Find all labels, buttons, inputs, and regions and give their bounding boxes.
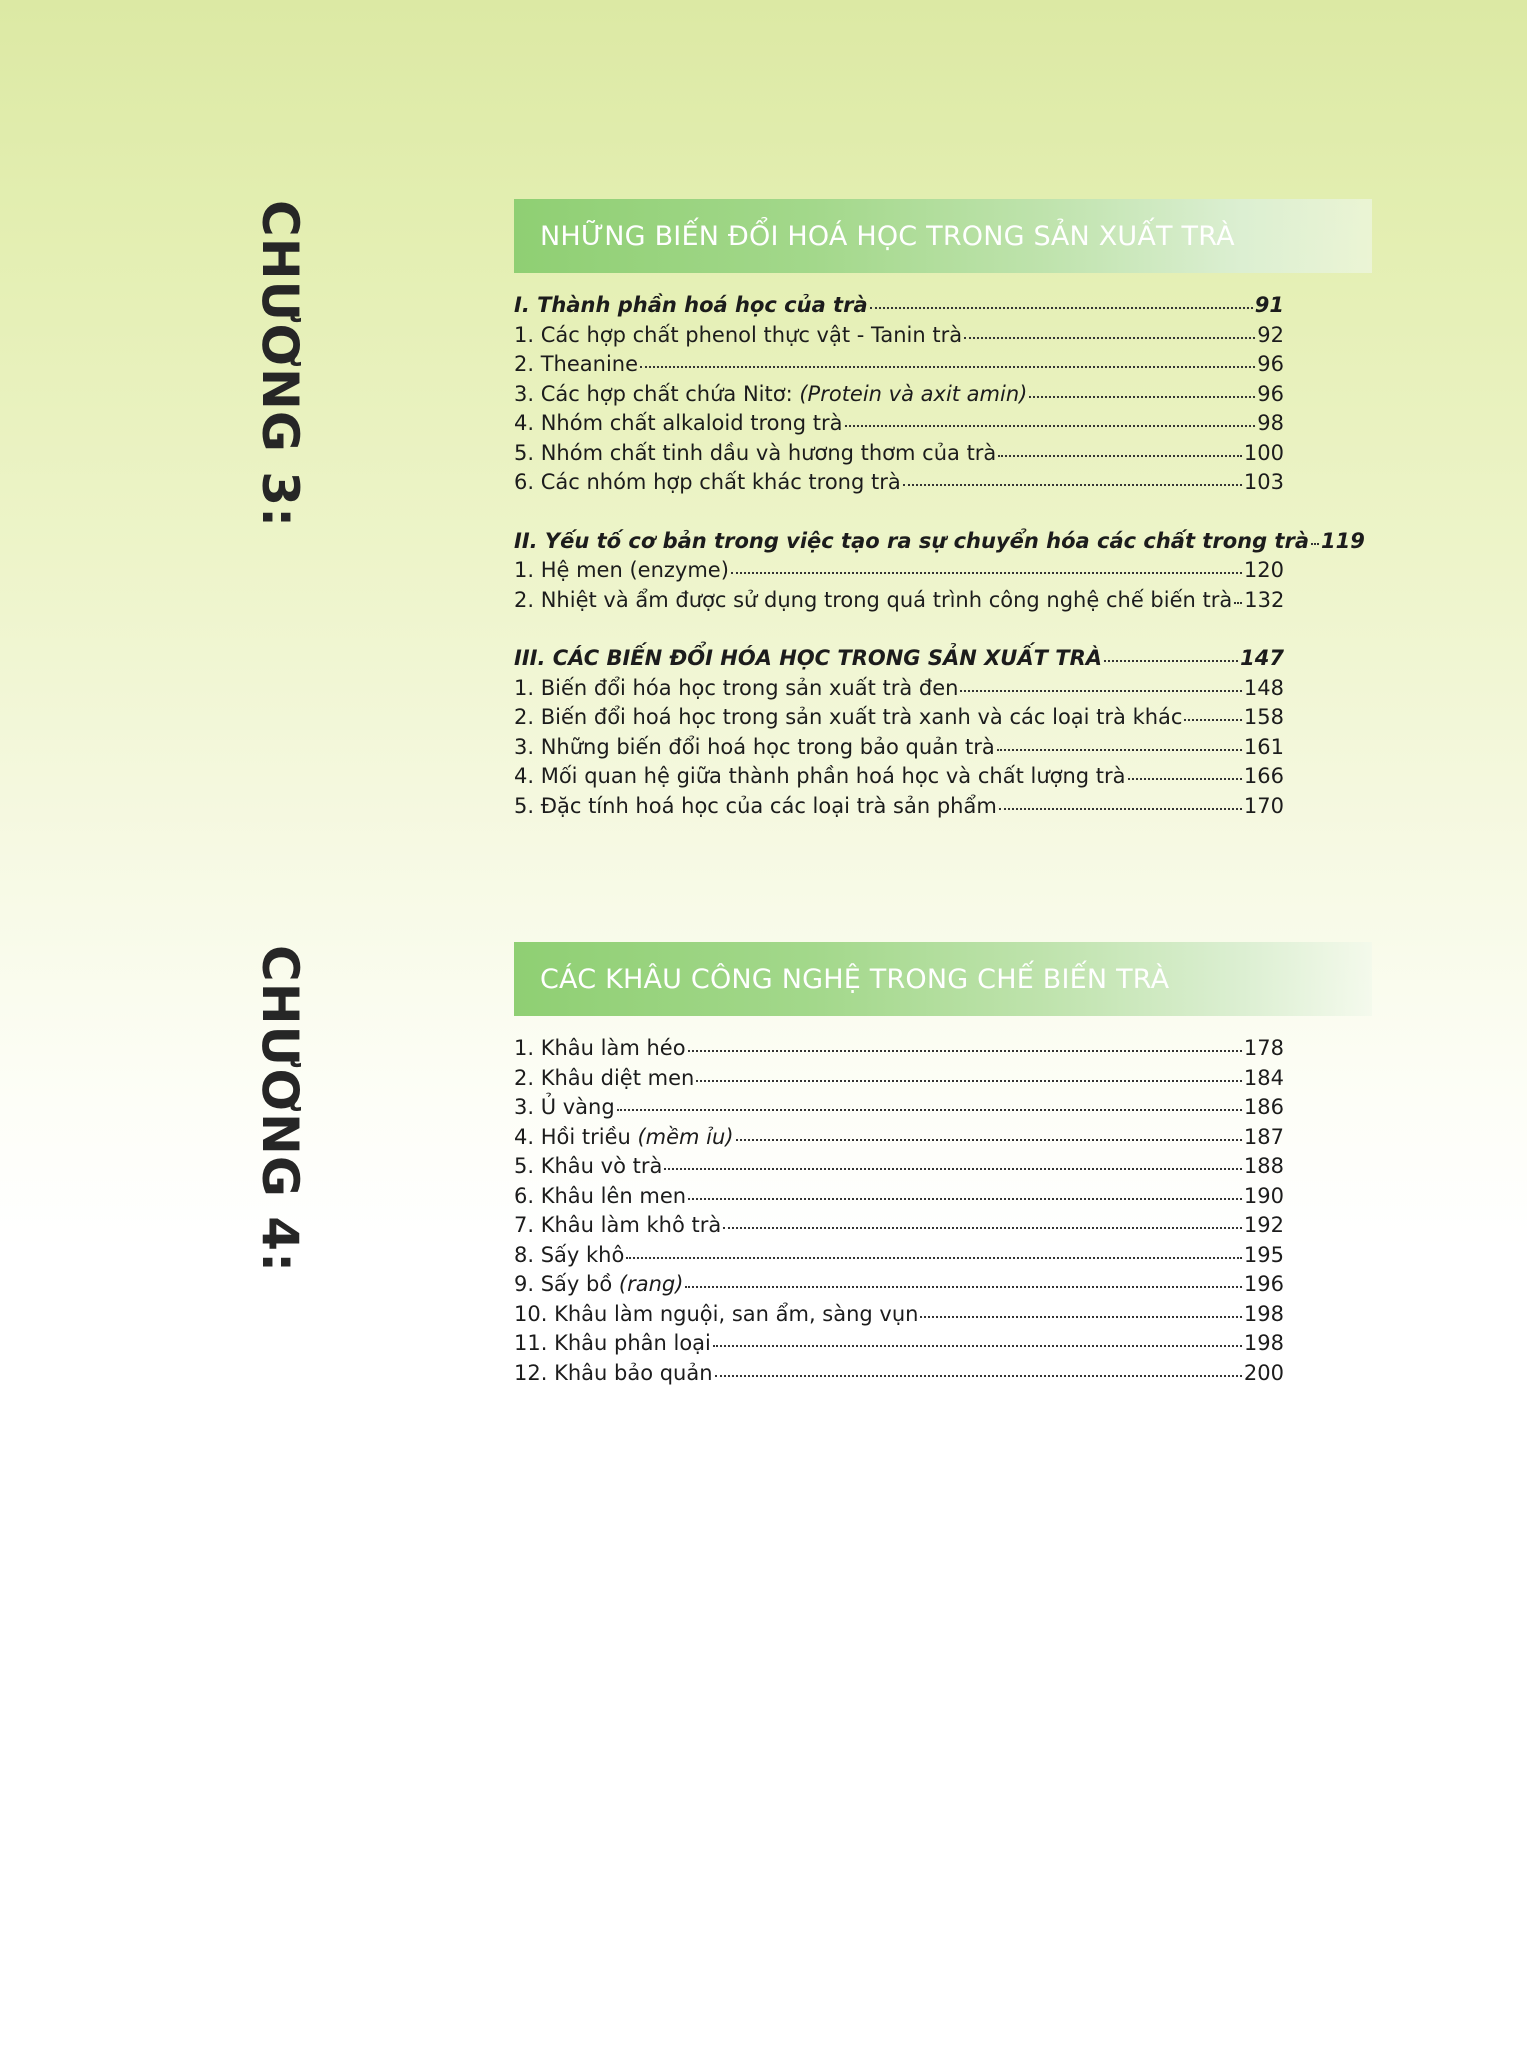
dot-leader [845, 425, 1256, 427]
toc-page-number: 132 [1244, 587, 1285, 612]
toc-entry [514, 794, 1284, 824]
toc-entry-title [514, 1125, 734, 1149]
toc-entry-title-text: 7. Khâu làm khô trà [514, 1213, 722, 1237]
dot-leader [999, 808, 1242, 810]
toc-entry-title [514, 588, 1232, 612]
toc-entry-title [514, 764, 1126, 788]
toc-page-number: 166 [1243, 764, 1284, 788]
toc-entry-title-italic: (Protein và axit amin) [799, 381, 1028, 406]
chapter-3-title: NHỮNG BIẾN ĐỔI HOÁ HỌC TRONG SẢN XUẤT TRÀ [540, 220, 1235, 252]
toc-page-number: 91 [1254, 293, 1284, 317]
toc-section-heading [514, 528, 1365, 559]
toc-page-number: 147 [1240, 646, 1284, 670]
toc-entry-title-text: 2. Theanine [514, 352, 639, 376]
toc-entry-title [514, 1036, 686, 1060]
toc-entry-title-text: 3. Các hợp chất chứa Nitơ: [514, 381, 800, 406]
dot-leader [688, 1050, 1242, 1052]
toc-section [514, 646, 1284, 823]
dot-leader [920, 1316, 1241, 1318]
toc-entry [514, 1361, 1284, 1391]
dot-leader [964, 337, 1255, 339]
toc-entry-title [514, 352, 638, 376]
toc-entry-title-text: 11. Khâu phân loại [514, 1331, 711, 1355]
toc-entry-title-text: 2. Khâu diệt men [514, 1065, 695, 1090]
toc-entry [514, 1243, 1284, 1273]
toc-entry-title-text: 6. Các nhóm hợp chất khác trong trà [514, 470, 901, 494]
chapter-3-toc [514, 293, 1365, 852]
toc-entry [514, 558, 1284, 588]
toc-entry [514, 1272, 1284, 1302]
dot-leader [903, 484, 1242, 486]
toc-section [514, 293, 1284, 500]
toc-page-number: 186 [1243, 1095, 1284, 1119]
dot-leader [1311, 543, 1319, 545]
toc-entry-title-text: 2. Biến đổi hoá học trong sản xuất trà xanh và các loại trà khác [514, 705, 1183, 729]
chapter-4-label: CHƯƠNG 4: [251, 945, 309, 1274]
toc-entry-title-text: 9. Sấy bồ [514, 1272, 619, 1296]
toc-entry-title-text: 8. Sấy khô [514, 1242, 625, 1267]
dot-leader [713, 1345, 1242, 1347]
dot-leader [997, 749, 1242, 751]
toc-entry [514, 1302, 1284, 1332]
toc-page-number: 178 [1243, 1036, 1284, 1060]
toc-entry-title [514, 293, 868, 317]
toc-entry-title-text: 5. Khâu vò trà [514, 1154, 663, 1178]
toc-entry [514, 382, 1284, 412]
dot-leader [1104, 660, 1238, 662]
toc-page-number: 184 [1243, 1065, 1284, 1090]
toc-entry [514, 441, 1284, 471]
toc-entry-title [514, 1272, 683, 1296]
toc-entry-title [514, 382, 1027, 406]
toc-page-number: 188 [1243, 1154, 1284, 1178]
toc-entry [514, 1331, 1284, 1361]
toc-entry [514, 1154, 1284, 1184]
toc-entry [514, 676, 1284, 706]
toc-entry-title [514, 676, 958, 700]
toc-entry-title [514, 411, 843, 435]
toc-page-number: 198 [1243, 1301, 1284, 1326]
toc-entry [514, 705, 1284, 735]
toc-entry-title-italic: (rang) [618, 1272, 684, 1296]
dot-leader [1128, 778, 1242, 780]
toc-entry [514, 1066, 1284, 1096]
dot-leader [1029, 396, 1255, 398]
dot-leader [1234, 602, 1242, 604]
dot-leader [870, 307, 1253, 309]
toc-entry-title [514, 470, 901, 494]
toc-entry [514, 1095, 1284, 1125]
toc-entry [514, 1213, 1284, 1243]
dot-leader [696, 1080, 1242, 1082]
toc-entry-title-text: 5. Đặc tính hoá học của các loại trà sản phẩm [514, 793, 997, 818]
toc-entry-title-italic: (mềm ỉu) [637, 1124, 734, 1149]
toc-section-heading [514, 293, 1284, 323]
toc-section [514, 1036, 1284, 1390]
toc-entry [514, 323, 1284, 353]
chapter-4-title-banner [514, 942, 1372, 1016]
toc-entry-title-text: III. CÁC BIẾN ĐỔI HÓA HỌC TRONG SẢN XUẤT TRÀ [514, 646, 1102, 670]
dot-leader [685, 1286, 1242, 1288]
toc-entry-title [514, 705, 1182, 729]
toc-section [514, 528, 1365, 618]
dot-leader [1184, 719, 1241, 721]
toc-entry-title-text: I. Thành phần hoá học của trà [514, 293, 868, 317]
chapter-3-label: CHƯƠNG 3: [251, 200, 309, 529]
toc-page-number: 96 [1257, 352, 1284, 376]
chapter-3-title-banner [514, 199, 1372, 273]
toc-entry-title [514, 646, 1102, 670]
toc-page-number: 187 [1243, 1124, 1284, 1149]
toc-entry-title [514, 558, 729, 582]
dot-leader [731, 572, 1242, 574]
toc-entry-title [514, 1066, 694, 1090]
toc-entry-title-text: 6. Khâu lên men [514, 1183, 687, 1208]
toc-entry-title-text: 1. Hệ men (enzyme) [514, 558, 729, 582]
toc-page-number: 119 [1321, 528, 1365, 553]
dot-leader [617, 1109, 1242, 1111]
toc-page-number: 96 [1257, 381, 1284, 406]
dot-leader [626, 1257, 1242, 1259]
toc-entry-title [514, 529, 1309, 553]
toc-entry-title-text: 1. Các hợp chất phenol thực vật - Tanin trà [514, 322, 963, 347]
toc-entry-title [514, 735, 995, 759]
dot-leader [715, 1375, 1242, 1377]
toc-entry-title [514, 1243, 624, 1267]
toc-page-number: 98 [1257, 411, 1284, 435]
toc-page-number: 103 [1243, 470, 1284, 494]
toc-entry-title [514, 441, 996, 465]
toc-page-number: 200 [1243, 1360, 1284, 1385]
toc-entry-title-text: 1. Biến đổi hóa học trong sản xuất trà đen [514, 675, 959, 700]
toc-page-number: 120 [1243, 558, 1284, 582]
toc-page-number: 170 [1243, 793, 1284, 818]
toc-page-number: 158 [1243, 705, 1284, 729]
toc-entry-title [514, 1095, 615, 1119]
toc-page-number: 92 [1257, 322, 1284, 347]
toc-page-number: 198 [1243, 1331, 1284, 1355]
toc-entry-title-text: 2. Nhiệt và ẩm được sử dụng trong quá trình công nghệ chế biến trà [514, 587, 1233, 612]
toc-entry-title-text: 4. Nhóm chất alkaloid trong trà [514, 411, 843, 435]
toc-section-heading [514, 646, 1284, 676]
toc-page-number: 195 [1243, 1242, 1284, 1267]
toc-entry-title [514, 323, 962, 347]
toc-entry-title [514, 1302, 918, 1326]
dot-leader [736, 1139, 1242, 1141]
toc-entry [514, 735, 1284, 765]
toc-page-number: 161 [1243, 734, 1284, 759]
toc-entry-title [514, 1331, 711, 1355]
toc-entry-title [514, 1361, 713, 1385]
toc-entry [514, 764, 1284, 794]
toc-entry [514, 1184, 1284, 1214]
toc-entry-title [514, 794, 997, 818]
toc-entry [514, 470, 1284, 500]
toc-entry-title-text: 4. Hồi triều [514, 1124, 638, 1149]
toc-page-number: 100 [1243, 440, 1284, 465]
toc-entry-title [514, 1154, 662, 1178]
toc-entry-title-text: 1. Khâu làm héo [514, 1036, 686, 1060]
dot-leader [640, 366, 1255, 368]
dot-leader [664, 1168, 1242, 1170]
toc-entry-title-text: 3. Ủ vàng [514, 1095, 615, 1119]
toc-entry-title-text: 12. Khâu bảo quản [514, 1360, 713, 1385]
chapter-4-title: CÁC KHÂU CÔNG NGHỆ TRONG CHẾ BIẾN TRÀ [540, 963, 1170, 995]
toc-entry [514, 1036, 1284, 1066]
chapter-4-toc [514, 1036, 1284, 1419]
toc-entry [514, 588, 1284, 618]
toc-entry-title-text: II. Yếu tố cơ bản trong việc tạo ra sự chuyển hóa các chất trong trà [514, 528, 1309, 553]
toc-entry [514, 1125, 1284, 1155]
toc-entry-title-text: 4. Mối quan hệ giữa thành phần hoá học và chất lượng trà [514, 764, 1126, 788]
toc-page-number: 196 [1243, 1272, 1284, 1296]
toc-entry [514, 352, 1284, 382]
toc-entry-title-text: 5. Nhóm chất tinh dầu và hương thơm của trà [514, 440, 997, 465]
toc-page-number: 148 [1243, 675, 1284, 700]
toc-page-number: 192 [1243, 1213, 1284, 1237]
toc-entry-title-text: 10. Khâu làm nguội, san ẩm, sàng vụn [514, 1301, 919, 1326]
dot-leader [998, 455, 1242, 457]
toc-entry-title-text: 3. Những biến đổi hoá học trong bảo quản trà [514, 734, 995, 759]
dot-leader [723, 1227, 1242, 1229]
toc-entry-title [514, 1184, 686, 1208]
toc-entry-title [514, 1213, 721, 1237]
dot-leader [688, 1198, 1242, 1200]
toc-entry [514, 411, 1284, 441]
dot-leader [960, 690, 1241, 692]
toc-page-number: 190 [1243, 1183, 1284, 1208]
